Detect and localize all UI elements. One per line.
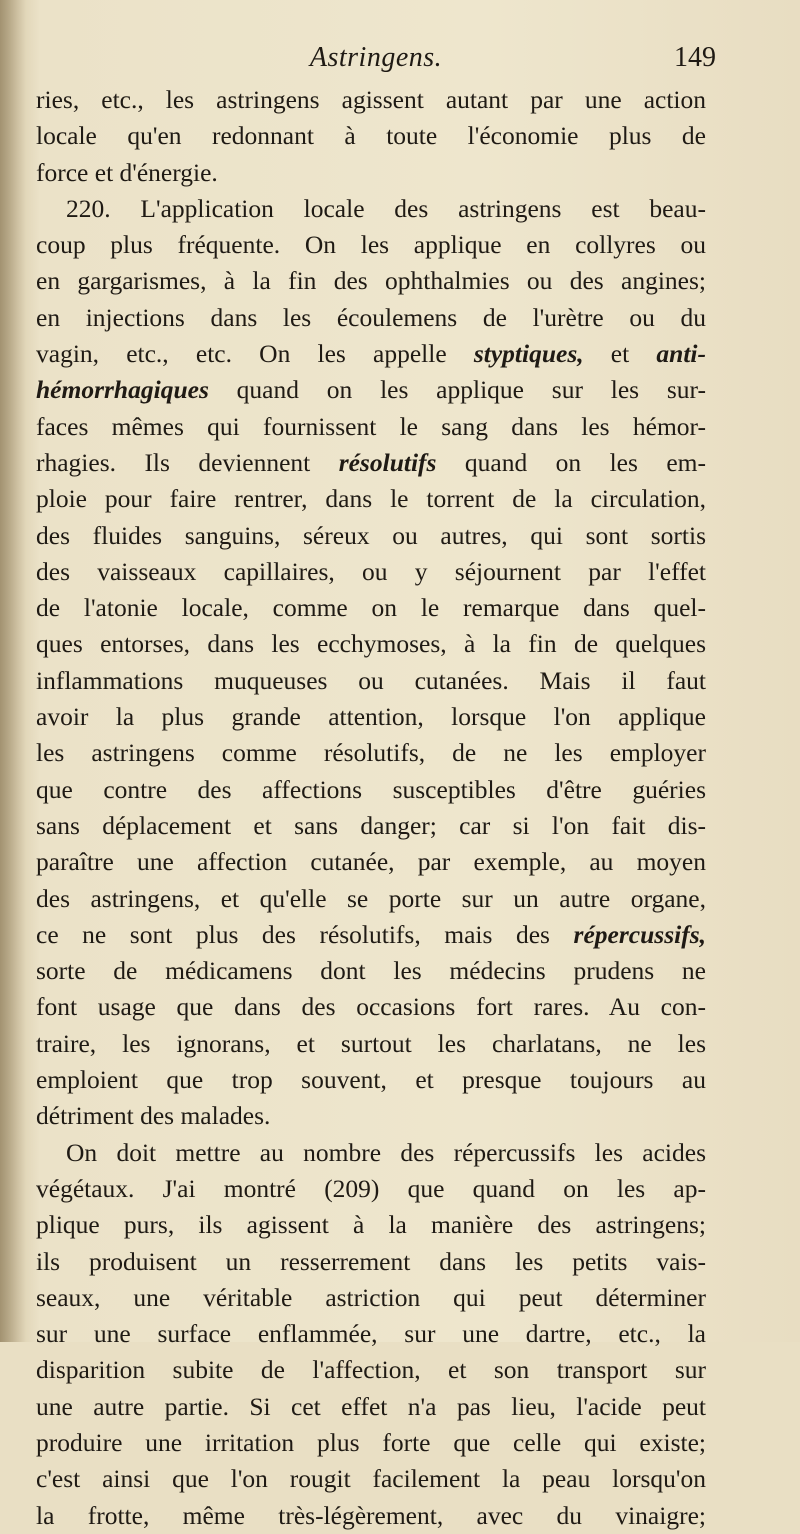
term-repercussifs: répercussifs, bbox=[573, 919, 706, 949]
text-line: ques entorses, dans les ecchymoses, à la fin de quelques bbox=[36, 629, 706, 659]
page-number: 149 bbox=[674, 42, 716, 73]
page-header bbox=[36, 42, 716, 82]
text-line: emploient que trop souvent, et presque toujours au bbox=[36, 1065, 706, 1095]
text-fragment: ce ne sont plus des résolutifs, mais des bbox=[36, 919, 574, 949]
text-line: sans déplacement et sans danger; car si l'on fait dis- bbox=[36, 810, 706, 840]
text-line: locale qu'en redonnant à toute l'économie plus de bbox=[36, 121, 706, 151]
text-line: plique purs, ils agissent à la manière des astringens; bbox=[36, 1210, 706, 1240]
text-line: faces mêmes qui fournissent le sang dans les hémor- bbox=[36, 411, 706, 441]
text-line: en injections dans les écoulemens de l'urètre ou du bbox=[36, 302, 706, 332]
running-title: Astringens. bbox=[309, 42, 443, 73]
text-line: sorte de médicamens dont les médecins prudens ne bbox=[36, 956, 706, 986]
text-line: traire, les ignorans, et surtout les charlatans, ne les bbox=[36, 1028, 706, 1058]
text-line: seaux, une véritable astriction qui peut déterminer bbox=[36, 1282, 706, 1312]
text-line: des astringens, et qu'elle se porte sur un autre organe, bbox=[36, 883, 706, 913]
text-line: sur une surface enflammée, sur une dartre, etc., la bbox=[36, 1319, 706, 1349]
body-text bbox=[36, 82, 706, 1534]
text-line: produire une irritation plus forte que celle qui existe; bbox=[36, 1427, 706, 1457]
binding-shadow bbox=[0, 0, 26, 1342]
text-fragment: rhagies. Ils deviennent bbox=[36, 447, 339, 477]
text-line: une autre partie. Si cet effet n'a pas lieu, l'acide peut bbox=[36, 1391, 706, 1421]
term-hemorrhagiques: hémorrhagiques bbox=[36, 375, 209, 405]
text-line bbox=[36, 917, 706, 953]
term-resolutifs: résolutifs bbox=[338, 447, 437, 477]
text-fragment: quand on les applique sur les sur- bbox=[208, 375, 706, 405]
text-line: les astringens comme résolutifs, de ne les employer bbox=[36, 738, 706, 768]
text-line bbox=[36, 372, 706, 408]
term-anti: anti- bbox=[656, 339, 706, 369]
text-line: ries, etc., les astringens agissent autant par une action bbox=[36, 85, 706, 114]
term-styptiques: styptiques, bbox=[473, 339, 584, 369]
text-line: c'est ainsi que l'on rougit facilement la peau lorsqu'on bbox=[36, 1464, 706, 1494]
text-line: ils produisent un resserrement dans les petits vais- bbox=[36, 1246, 706, 1276]
text-line: inflammations muqueuses ou cutanées. Mais il faut bbox=[36, 665, 706, 695]
text-line: végétaux. J'ai montré (209) que quand on les ap- bbox=[36, 1173, 706, 1203]
text-line bbox=[36, 336, 706, 372]
text-line bbox=[36, 445, 706, 481]
text-fragment: vagin, etc., etc. On les appelle bbox=[36, 339, 474, 369]
text-line: ploie pour faire rentrer, dans le torrent de la circulation, bbox=[36, 484, 706, 514]
text-line: des vaisseaux capillaires, ou y séjournent par l'effet bbox=[36, 556, 706, 586]
text-fragment: quand on les em- bbox=[436, 447, 706, 477]
text-line: détriment des malades. bbox=[36, 1101, 271, 1131]
text-line: disparition subite de l'affection, et son transport sur bbox=[36, 1355, 706, 1385]
text-line: de l'atonie locale, comme on le remarque dans quel- bbox=[36, 593, 706, 623]
text-line: la frotte, même très-légèrement, avec du vinaigre; bbox=[36, 1500, 706, 1530]
text-line: paraître une affection cutanée, par exemple, au moyen bbox=[36, 847, 706, 877]
text-line: avoir la plus grande attention, lorsque l'on applique bbox=[36, 702, 706, 732]
text-fragment: et bbox=[583, 339, 657, 369]
text-line: en gargarismes, à la fin des ophthalmies ou des angines; bbox=[36, 266, 706, 296]
text-line: que contre des affections susceptibles d'être guéries bbox=[36, 774, 706, 804]
text-line: font usage que dans des occasions fort rares. Au con- bbox=[36, 992, 706, 1022]
text-line: coup plus fréquente. On les applique en collyres ou bbox=[36, 230, 706, 260]
text-line: des fluides sanguins, séreux ou autres, qui sont sortis bbox=[36, 520, 706, 550]
paragraph-start: On doit mettre au nombre des répercussifs les acides bbox=[66, 1137, 706, 1167]
paragraph-220-start: 220. L'application locale des astringens est beau- bbox=[66, 193, 706, 223]
text-line: force et d'énergie. bbox=[36, 157, 218, 187]
